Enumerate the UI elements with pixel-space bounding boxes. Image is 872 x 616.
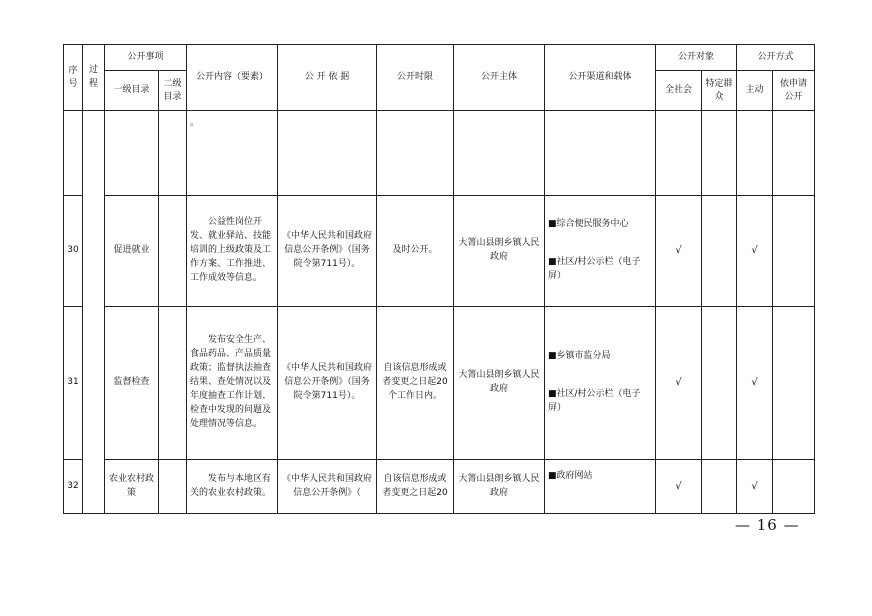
row-channel [545,307,656,460]
row-request [773,196,815,307]
header-level2: 二级目录 [159,71,187,111]
row-channel [545,460,656,514]
row-level1: 农业农村政策 [105,460,159,514]
channel-item: ■社区/村公示栏（电子屏） [548,389,641,413]
header-time: 公开时限 [377,45,454,111]
continuation-row [64,111,815,196]
row-seq: 31 [64,307,83,460]
row-basis: 《中华人民共和国政府信息公开条例》（国务院令第711号）。 [278,307,377,460]
channel-item: ■乡镇市监分局 [548,351,611,362]
header-method: 公开方式 [737,45,815,71]
row-basis: 《中华人民共和国政府信息公开条例》（ [278,460,377,514]
header-target: 公开对象 [656,45,737,71]
header-process: 过程 [83,45,105,111]
row-active-check: √ [737,196,773,307]
channel-item: ■社区/村公示栏（电子屏） [548,257,641,281]
header-item: 公开事项 [105,45,187,71]
row-request [773,307,815,460]
row-level2 [159,460,187,514]
row-request [773,460,815,514]
row-active-check: √ [737,460,773,514]
row-content: 公益性岗位开发、就业驿站、技能培训的上级政策及工作方案、工作推进、工作成效等信息。 [187,196,278,307]
process-cell [83,111,105,514]
row-time: 自该信息形成或者变更之日起20 [377,460,454,514]
header-public: 全社会 [656,71,702,111]
table-row [64,307,815,460]
row-level2 [159,307,187,460]
header-row-1 [64,45,815,71]
page-number: — 16 — [735,516,800,534]
row-time: 自该信息形成或者变更之日起20个工作日内。 [377,307,454,460]
row-subject: 大箐山县朗乡镇人民政府 [454,460,545,514]
row-content: 发布与本地区有关的农业农村政策。 [187,460,278,514]
header-subject: 公开主体 [454,45,545,111]
row-seq: 32 [64,460,83,514]
row-level1: 促进就业 [105,196,159,307]
row-time: 及时公开。 [377,196,454,307]
row-public-check: √ [656,307,702,460]
row-public-check: √ [656,460,702,514]
header-seq: 序号 [64,45,83,111]
channel-item: ■综合便民服务中心 [548,219,629,230]
row-subject: 大箐山县朗乡镇人民政府 [454,307,545,460]
header-specific: 特定群众 [702,71,737,111]
row-specific [702,307,737,460]
row-level1: 监督检查 [105,307,159,460]
row-level2 [159,196,187,307]
row-active-check: √ [737,307,773,460]
disclosure-table [63,44,815,514]
row-basis: 《中华人民共和国政府信息公开条例》（国务院令第711号）。 [278,196,377,307]
row-public-check: √ [656,196,702,307]
row-content: 发布安全生产、食品药品、产品质量政策；监督执法抽查结果、查处情况以及年度抽查工作计划、检查中发现的问题及处理情况等信息。 [187,307,278,460]
row-channel [545,196,656,307]
header-active: 主动 [737,71,773,111]
header-level1: 一级目录 [105,71,159,111]
header-request: 依申请公开 [773,71,815,111]
row-specific [702,196,737,307]
channel-item: ■政府网站 [548,470,593,481]
header-channel: 公开渠道和载体 [545,45,656,111]
row-seq: 30 [64,196,83,307]
table-row [64,196,815,307]
header-content: 公开内容（要素） [187,45,278,111]
row-specific [702,460,737,514]
continuation-content: 。 [187,111,278,196]
table-row [64,460,815,514]
header-basis: 公 开 依 据 [278,45,377,111]
row-subject: 大箐山县朗乡镇人民政府 [454,196,545,307]
